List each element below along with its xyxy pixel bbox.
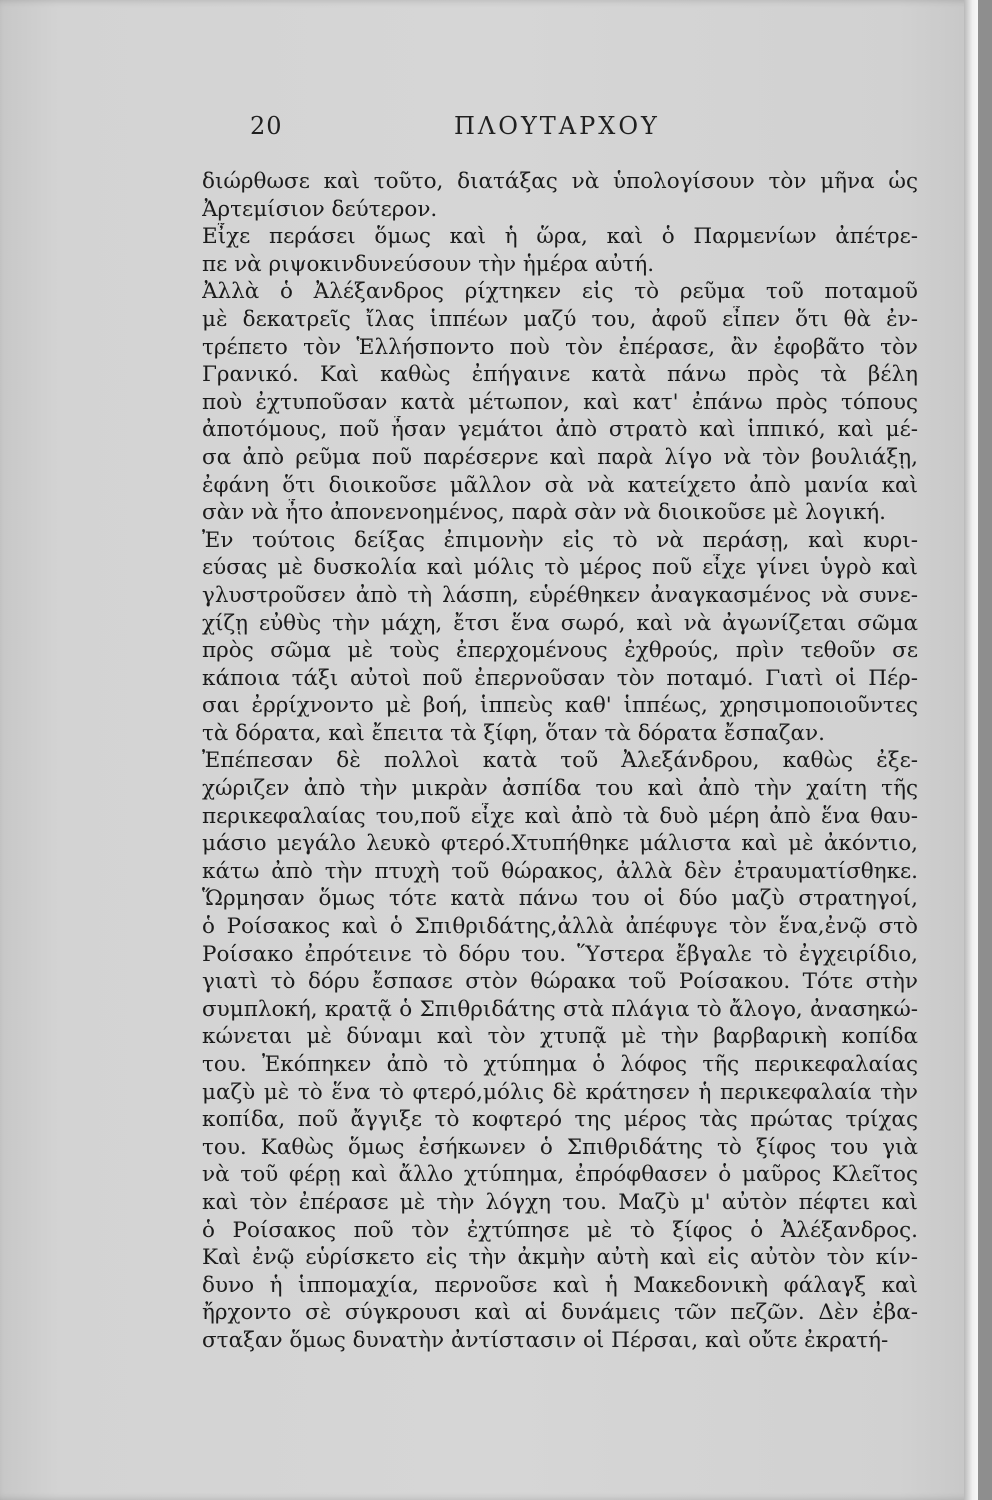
running-head <box>0 112 978 152</box>
text-line: χώριζεν ἀπὸ τὴν μικρὰν ἀσπίδα του καὶ ἀπὸ τὴν χαίτη τῆς <box>202 776 918 802</box>
text-line: ἐφάνη ὅτι διοικοῦσε μᾶλλον σὰ νὰ κατείχετο ἀπὸ μανία καὶ <box>202 472 918 498</box>
text-line: νὰ τοῦ φέρῃ καὶ ἄλλο χτύπημα, ἐπρόφθασεν ὁ μαῦρος Κλεῖτος <box>202 1162 918 1188</box>
text-line: κάτω ἀπὸ τὴν πτυχὴ τοῦ θώρακος, ἀλλὰ δὲν ἐτραυματίσθηκε. <box>202 858 918 884</box>
text-line: Γρανικό. Καὶ καθὼς ἐπήγαινε κατὰ πάνω πρὸς τὰ βέλη <box>202 362 918 388</box>
text-line: γιατὶ τὸ δόρυ ἔσπασε στὸν θώρακα τοῦ Ροίσακου. Τότε στὴν <box>202 969 918 995</box>
text-line: κοπίδα, ποῦ ἄγγιξε τὸ κοφτερό της μέρος τὰς πρώτας τρίχας <box>202 1107 918 1133</box>
text-line: ἤρχοντο σὲ σύγκρουσι καὶ αἱ δυνάμεις τῶν πεζῶν. Δὲν ἐβα- <box>202 1300 918 1326</box>
text-line: Ἀλλὰ ὁ Ἀλέξανδρος ρίχτηκεν εἰς τὸ ρεῦμα τοῦ ποταμοῦ <box>202 279 918 305</box>
text-line: Καὶ ἐνῷ εὑρίσκετο εἰς τὴν ἀκμὴν αὐτὴ καὶ εἰς αὐτὸν τὸν κίν- <box>202 1245 918 1271</box>
text-line: μάσιο μεγάλο λευκὸ φτερό.Χτυπήθηκε μάλιστα καὶ μὲ ἀκόντιο, <box>202 831 918 857</box>
text-line: κάποια τάξι αὐτοὶ ποῦ ἐπερνοῦσαν τὸν ποταμό. Γιατὶ οἱ Πέρ- <box>202 665 918 691</box>
text-line: καὶ τὸν ἐπέρασε μὲ τὴν λόγχη του. Μαζὺ μ' αὐτὸν πέφτει καὶ <box>202 1189 918 1215</box>
text-line: σαι ἐρρίχνοντο μὲ βοή, ἱππεὺς καθ' ἱππέως, χρησιμοποιοῦντες <box>202 693 918 719</box>
text-line: Ἐπέπεσαν δὲ πολλοὶ κατὰ τοῦ Ἀλεξάνδρου, καθὼς ἐξε- <box>202 748 918 774</box>
text-line: γλυστροῦσεν ἀπὸ τὴ λάσπη, εὑρέθηκεν ἀναγκασμένος νὰ συνε- <box>202 582 918 608</box>
text-line: συμπλοκή, κρατᾷ ὁ Σπιθριδάτης στὰ πλάγια τὸ ἄλογο, ἀνασηκώ- <box>202 996 918 1022</box>
text-line: δυνο ἡ ἱππομαχία, περνοῦσε καὶ ἡ Μακεδονικὴ φάλαγξ καὶ <box>202 1272 918 1298</box>
text-line: χίζῃ εὐθὺς τὴν μάχη, ἔτσι ἕνα σωρό, καὶ νὰ ἀγωνίζεται σῶμα <box>202 610 918 636</box>
text-line: σταξαν ὅμως δυνατὴν ἀντίστασιν οἱ Πέρσαι, καὶ οὔτε ἐκρατή- <box>202 1327 889 1353</box>
text-line: κώνεται μὲ δύναμι καὶ τὸν χτυπᾷ μὲ τὴν βαρβαρικὴ κοπίδα <box>202 1024 918 1050</box>
text-line: Ὥρμησαν ὅμως τότε κατὰ πάνω του οἱ δύο μαζὺ στρατηγοί, <box>202 886 918 912</box>
text-line: διώρθωσε καὶ τοῦτο, διατάξας νὰ ὑπολογίσουν τὸν μῆνα ὡς <box>202 169 918 194</box>
text-line: ὁ Ροίσακος ποῦ τὸν ἐχτύπησε μὲ τὸ ξίφος ὁ Ἀλέξανδρος. <box>202 1217 918 1243</box>
text-line: τὰ δόρατα, καὶ ἔπειτα τὰ ξίφη, ὅταν τὰ δόρατα ἔσπαζαν. <box>202 720 825 746</box>
text-line: μαζὺ μὲ τὸ ἕνα τὸ φτερό,μόλις δὲ κράτησεν ἡ περικεφαλαία τὴν <box>202 1079 918 1105</box>
text-line: περικεφαλαίας του,ποῦ εἶχε καὶ ἀπὸ τὰ δυὸ μέρη ἀπὸ ἕνα θαυ- <box>202 803 918 829</box>
text-line: Ροίσακο ἐπρότεινε τὸ δόρυ του. Ὕστερα ἔβγαλε τὸ ἐγχειρίδιο, <box>202 941 918 967</box>
text-line: ὁ Ροίσακος καὶ ὁ Σπιθριδάτης,ἀλλὰ ἀπέφυγε τὸν ἕνα,ἐνῷ στὸ <box>202 914 918 940</box>
text-line: σὰν νὰ ἦτο ἀπονενοημένος, παρὰ σὰν νὰ διοικοῦσε μὲ λογική. <box>202 500 886 526</box>
text-line: Ἀρτεμίσιον δεύτερον. <box>202 196 438 222</box>
text-line: πε νὰ ριψοκινδυνεύσουν τὴν ἡμέρα αὐτή. <box>202 251 655 277</box>
text-line: Ἐν τούτοις δείξας ἐπιμονὴν εἰς τὸ νὰ περάσῃ, καὶ κυρι- <box>202 527 918 553</box>
text-line: τρέπετο τὸν Ἑλλήσποντο ποὺ τὸν ἐπέρασε, ἂν ἐφοβᾶτο τὸν <box>202 334 918 360</box>
body-text <box>202 168 918 1355</box>
text-line: μὲ δεκατρεῖς ἴλας ἱππέων μαζύ του, ἀφοῦ εἶπεν ὅτι θὰ ἐν- <box>202 306 918 332</box>
page-edge <box>964 0 978 1500</box>
text-line: Εἶχε περάσει ὅμως καὶ ἡ ὥρα, καὶ ὁ Παρμενίων ἀπέτρε- <box>202 224 918 250</box>
text-line: ποὺ ἐχτυποῦσαν κατὰ μέτωπον, καὶ κατ' ἐπάνω πρὸς τόπους <box>202 389 918 415</box>
text-line: εύσας μὲ δυσκολία καὶ μόλις τὸ μέρος ποῦ εἶχε γίνει ὑγρὸ καὶ <box>202 555 918 581</box>
text-line: πρὸς σῶμα μὲ τοὺς ἐπερχομένους ἐχθρούς, πρὶν τεθοῦν σε <box>202 638 918 664</box>
text-line: σα ἀπὸ ρεῦμα ποῦ παρέσερνε καὶ παρὰ λίγο νὰ τὸν βουλιάξῃ, <box>202 444 918 470</box>
page-number: 20 <box>250 112 283 140</box>
page-header-title: ΠΛΟΥΤΑΡΧΟΥ <box>454 112 660 140</box>
text-line: ἀποτόμους, ποῦ ἦσαν γεμάτοι ἀπὸ στρατὸ καὶ ἱππικό, καὶ μέ- <box>202 417 918 443</box>
text-line: του. Ἐκόπηκεν ἀπὸ τὸ χτύπημα ὁ λόφος τῆς περικεφαλαίας <box>202 1052 918 1077</box>
text-line: του. Καθὼς ὅμως ἐσήκωνεν ὁ Σπιθριδάτης τὸ ξίφος του γιὰ <box>202 1134 918 1160</box>
